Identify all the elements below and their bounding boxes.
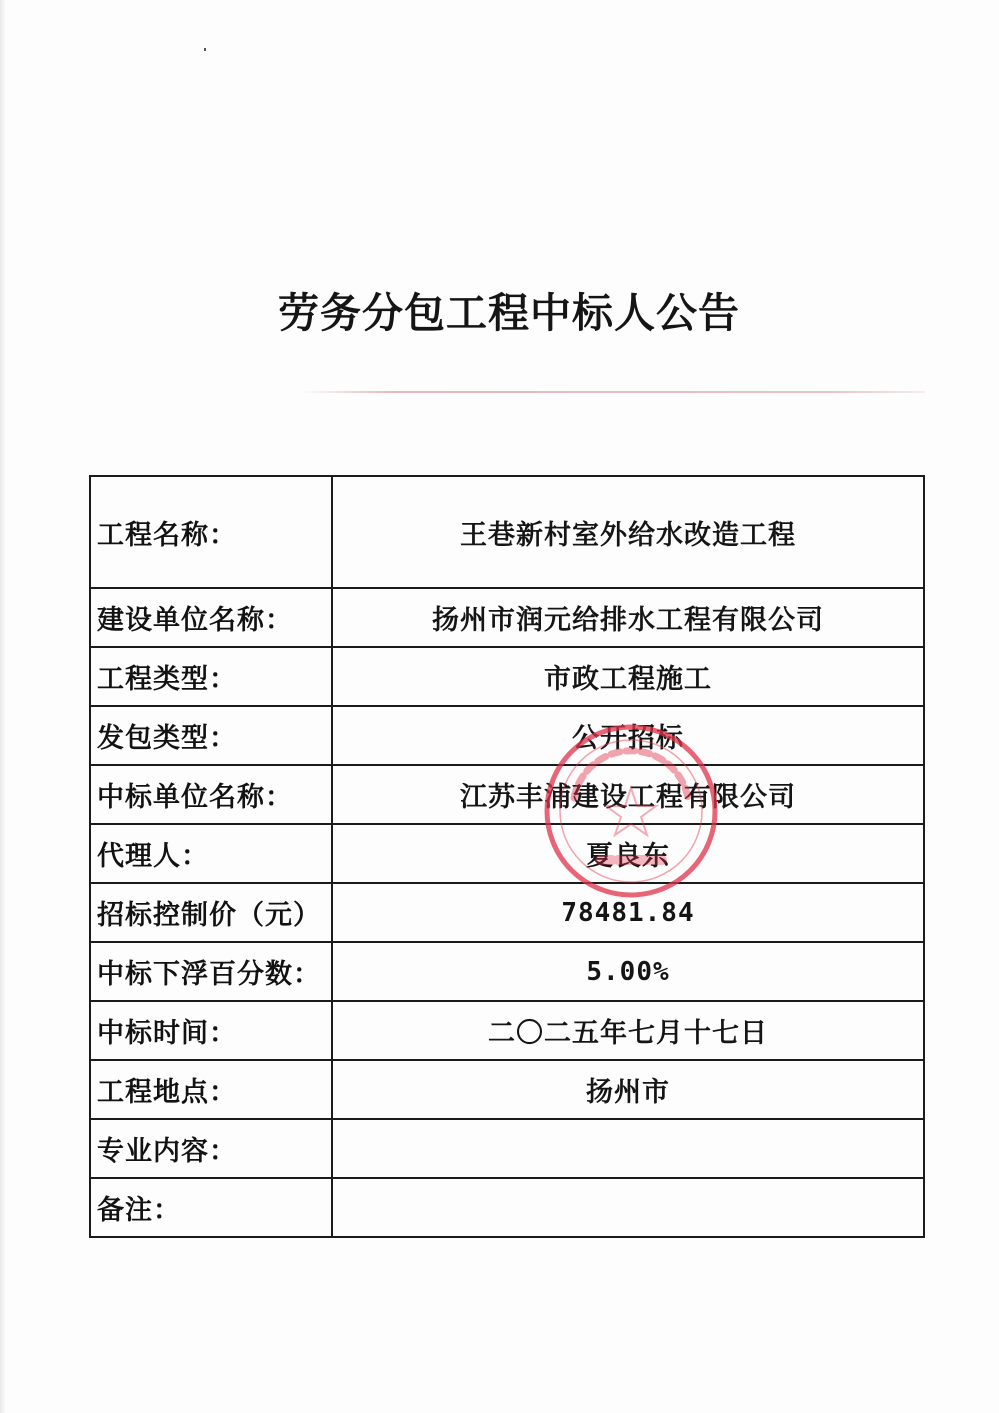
- value-remarks: [332, 1178, 924, 1237]
- label-location: 工程地点：: [90, 1060, 332, 1119]
- value-owner-unit: 扬州市润元给排水工程有限公司: [332, 588, 924, 647]
- label-project-name: 工程名称：: [90, 476, 332, 588]
- label-agent: 代理人：: [90, 824, 332, 883]
- table-row-specialty: [90, 1119, 924, 1178]
- table-row-project-type: [90, 647, 924, 706]
- table-row-project-name: [90, 476, 924, 588]
- label-winning-unit: 中标单位名称：: [90, 765, 332, 824]
- page-title: 劳务分包工程中标人公告: [278, 289, 740, 337]
- table-row-control-price: [90, 883, 924, 942]
- table-row-winning-unit: [90, 765, 924, 824]
- label-discount-percent: 中标下浮百分数：: [90, 942, 332, 1001]
- label-control-price: 招标控制价（元）: [90, 883, 332, 942]
- value-agent: 夏良东: [332, 824, 924, 883]
- label-specialty: 专业内容：: [90, 1119, 332, 1178]
- title-divider: [300, 391, 925, 393]
- value-award-date: 二〇二五年七月十七日: [332, 1001, 924, 1060]
- value-specialty: [332, 1119, 924, 1178]
- label-remarks: 备注：: [90, 1178, 332, 1237]
- value-discount-percent: 5.00%: [332, 942, 924, 1001]
- table-row-discount-percent: [90, 942, 924, 1001]
- value-location: 扬州市: [332, 1060, 924, 1119]
- value-winning-unit: 江苏丰浦建设工程有限公司: [332, 765, 924, 824]
- table-row-award-date: [90, 1001, 924, 1060]
- award-notice-table: [89, 475, 925, 1238]
- label-award-date: 中标时间：: [90, 1001, 332, 1060]
- label-project-type: 工程类型：: [90, 647, 332, 706]
- value-project-type: 市政工程施工: [332, 647, 924, 706]
- page-edge-shadow: [0, 0, 6, 1413]
- table-row-remarks: [90, 1178, 924, 1237]
- table-row-owner-unit: [90, 588, 924, 647]
- value-tender-type: 公开招标: [332, 706, 924, 765]
- value-control-price: 78481.84: [332, 883, 924, 942]
- label-owner-unit: 建设单位名称：: [90, 588, 332, 647]
- table-row-location: [90, 1060, 924, 1119]
- label-tender-type: 发包类型：: [90, 706, 332, 765]
- value-project-name: 王巷新村室外给水改造工程: [332, 476, 924, 588]
- table-row-tender-type: [90, 706, 924, 765]
- table-row-agent: [90, 824, 924, 883]
- scan-speck: [204, 48, 206, 51]
